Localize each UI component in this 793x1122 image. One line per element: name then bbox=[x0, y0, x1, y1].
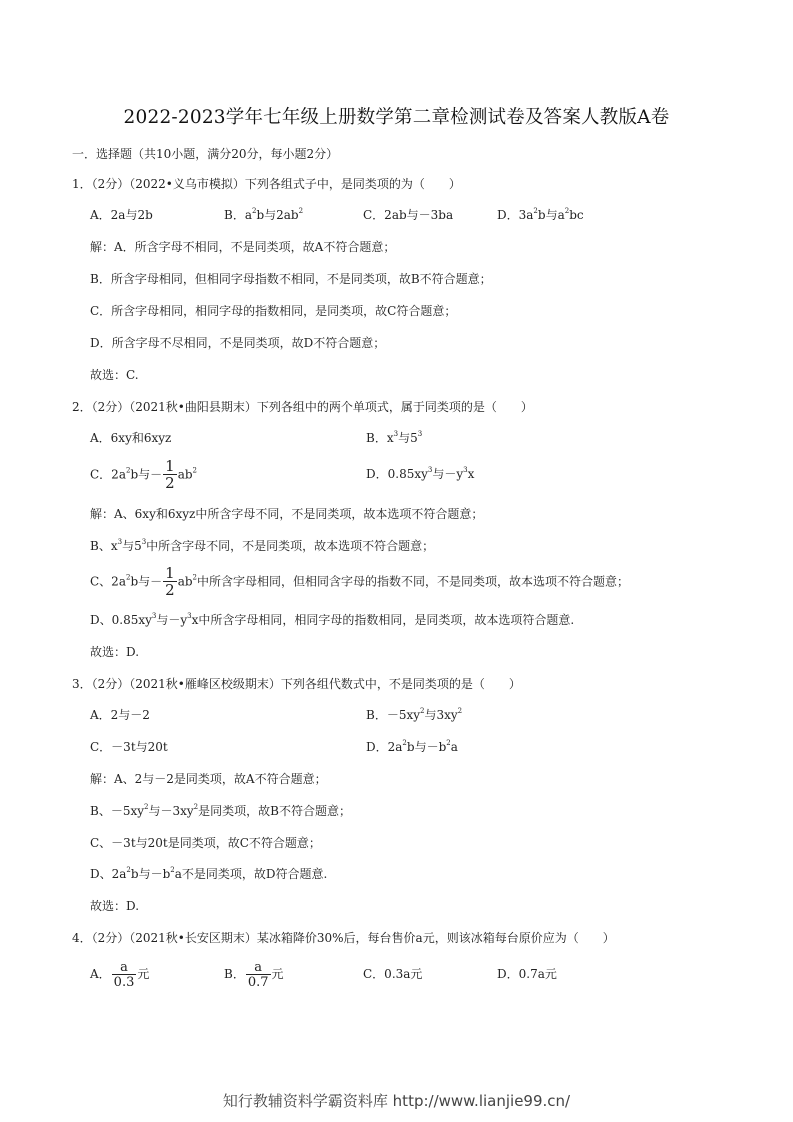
q3-answer: 故选：D. bbox=[90, 899, 140, 913]
q4-option-a-fraction: $\frac{a}{0.3}$ bbox=[113, 959, 135, 990]
q3-solution-line-4: D、$2a^2b$与$-b^2a$不是同类项，故D符合题意. bbox=[90, 866, 328, 881]
q2-answer: 故选：D. bbox=[90, 645, 140, 659]
q2-solution-line-4: D、$0.85xy^3$与$-y^3x$中所含字母相同，相同字母的指数相同，是同类项，故本选项符合题意. bbox=[90, 612, 575, 627]
q1-option-d: D．$3a^2b$与$a^2bc$ bbox=[497, 207, 584, 222]
q4-stem: 4．（2分）（2021秋•长安区期末）某冰箱降价30%后，每台售价a元，则该冰箱每台原价应为（ ） bbox=[72, 931, 615, 945]
q3-solution-line-2: B、$-5xy^2$与$-3xy^2$是同类项，故B不符合题意； bbox=[90, 803, 351, 818]
q2-option-a: A．6xy和6xyz bbox=[90, 431, 172, 445]
q1-solution-line-4: D．所含字母不尽相同，不是同类项，故D不符合题意； bbox=[90, 336, 386, 350]
q1-option-b: B．$a^2b$与$2ab^2$ bbox=[224, 207, 304, 222]
q3-option-d: D．$2a^2b$与$-b^2a$ bbox=[366, 739, 458, 754]
q1-answer: 故选：C. bbox=[90, 368, 139, 382]
q2-solution-line-3: C、$2a^2b$与－ $\frac{1}{2}$ $ab^2$中所含字母相同，但相同含字母的指数不同，不是同类项，故本选项不符合题意； bbox=[90, 564, 630, 599]
q3-solution-line-3: C、－3t与20t是同类项，故C不符合题意； bbox=[90, 836, 321, 850]
q4-option-b: B． $\frac{a}{0.7}$ 元 bbox=[224, 959, 284, 990]
q2-option-d: D．$0.85xy^3$与$-y^3x$ bbox=[366, 466, 475, 481]
q1-solution-line-1: 解：A．所含字母不相同，不是同类项，故A不符合题意； bbox=[90, 240, 396, 254]
q4-option-b-fraction: $\frac{a}{0.7}$ bbox=[247, 959, 269, 990]
q4-option-d: D．0.7a元 bbox=[497, 967, 557, 981]
q2-solution-line-2: B、$x^3$与$5^3$中所含字母不同，不是同类项，故本选项不符合题意； bbox=[90, 538, 435, 553]
q1-option-c: C．2ab与－3ba bbox=[363, 208, 454, 222]
q4-option-c: C．0.3a元 bbox=[363, 967, 423, 981]
q2-stem: 2．（2分）（2021秋•曲阳县期末）下列各组中的两个单项式，属于同类项的是（ ） bbox=[72, 400, 533, 414]
q3-solution-line-1: 解：A、2与－2是同类项，故A不符合题意； bbox=[90, 772, 327, 786]
q2-solution-line-1: 解：A、6xy和6xyz中所含字母不同，不是同类项，故本选项不符合题意； bbox=[90, 507, 484, 521]
page-title: 2022-2023学年七年级上册数学第二章检测试卷及答案人教版A卷 bbox=[123, 107, 670, 128]
q2-option-c-fraction: $\frac{1}{2}$ bbox=[165, 457, 175, 492]
q1-solution-line-3: C．所含字母相同，相同字母的指数相同，是同类项，故C符合题意； bbox=[90, 304, 457, 318]
q2-option-b: B．$x^3$与$5^3$ bbox=[366, 430, 423, 445]
q4-option-a: A． $\frac{a}{0.3}$ 元 bbox=[90, 959, 150, 990]
q2-solution-fraction: $\frac{1}{2}$ bbox=[165, 564, 175, 599]
q1-solution-line-2: B．所含字母相同，但相同字母指数不相同，不是同类项，故B不符合题意； bbox=[90, 272, 492, 286]
q1-option-a: A．2a与2b bbox=[90, 208, 153, 222]
q2-option-c: C．$2a^2b$与－ $\frac{1}{2}$ $ab^2$ bbox=[90, 457, 197, 492]
q3-stem: 3．（2分）（2021秋•雁峰区校级期末）下列各组代数式中，不是同类项的是（ ） bbox=[72, 677, 521, 691]
q3-option-a: A．2与－2 bbox=[90, 708, 150, 722]
footer-watermark: 知行教辅资料学霸资料库 http://www.lianjie99.cn/ bbox=[222, 1092, 571, 1110]
q1-stem: 1．（2分）（2022•义乌市模拟）下列各组式子中，是同类项的为（ ） bbox=[72, 177, 461, 191]
q3-option-c: C．－3t与20t bbox=[90, 740, 168, 754]
q3-option-b: B．$-5xy^2$与$3xy^2$ bbox=[366, 707, 463, 722]
section-heading: 一．选择题（共10小题，满分20分，每小题2分） bbox=[72, 147, 339, 161]
